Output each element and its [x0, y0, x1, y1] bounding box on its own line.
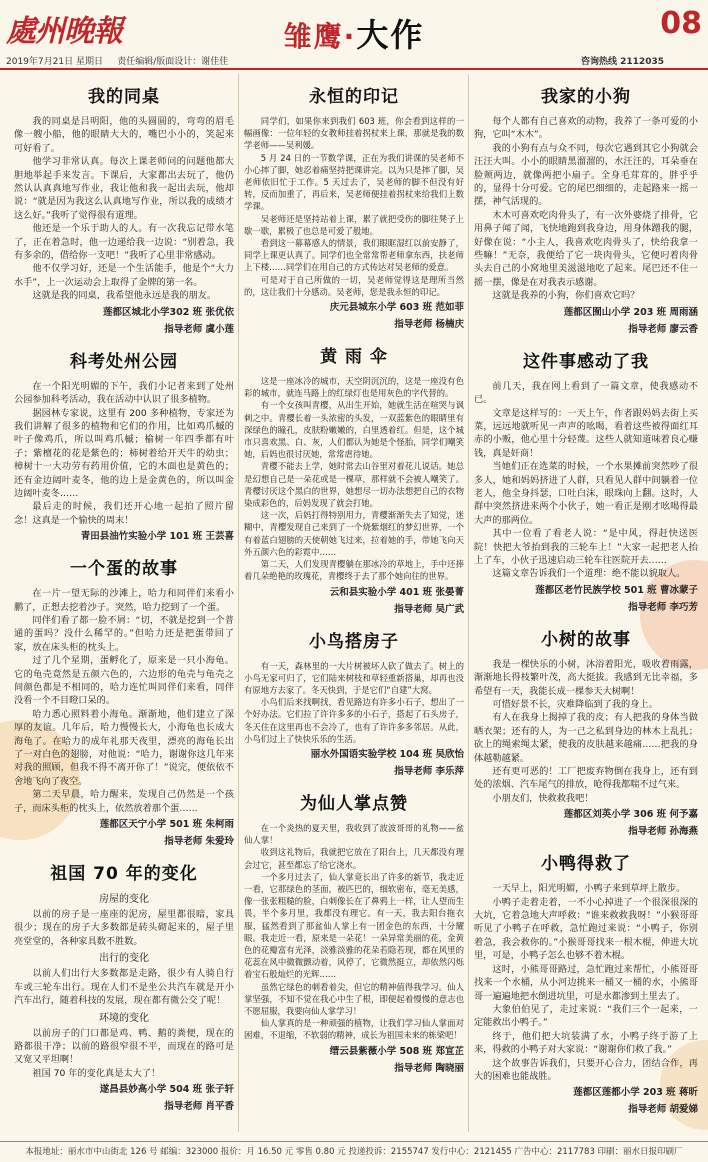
- paragraph: 看到这一幕幕感人的情景，我们眼眶湿红以前安静了，同学上课更认真了。同学们也全常常帮老师拿东西，扶老师上下楼……同学们在用自己的方式传达对吴老师的爱意。: [244, 238, 464, 273]
- paragraph: 这就是我的同桌，我希望他永远是我的朋友。: [32, 290, 217, 302]
- paragraph: 这时，小熊哥哥路过，急忙跑过来帮忙，小熊哥哥找来一个水桶，从小河边挑来一桶又一桶的水，小熊哥哥一遍遍地把水倒进坑里，可是水都渗到土里去了。: [474, 963, 698, 1002]
- editors: 责任编辑/版面设计：谢佳佳: [117, 57, 229, 67]
- article-cactus: [244, 789, 464, 1076]
- paragraph: 以前的房子是一座座的泥房，屋里都很暗，家具很少；现在的房子大多数都是砖头砌起来的，屋子里亮堂堂的，各种家具数不胜数。: [14, 909, 234, 947]
- newspaper-logo: 處州晚報: [6, 14, 122, 49]
- teacher: 指导老师 孙海燕: [628, 826, 698, 838]
- byline: 云和县实验小学 401 班 张晏菁: [329, 586, 464, 598]
- paragraph: 同伴们看了都一脸不屑：“切，不就是挖到一个普通的蛋吗？没什么稀罕的。”但哈力还是把蛋带回了家，放在床头柜的枕头上。: [14, 614, 234, 653]
- byline: 莲都区天宁小学 501 班 朱柯雨: [99, 819, 234, 831]
- article-title: 黄 雨 伞: [320, 347, 388, 368]
- teacher: 指导老师 吴广武: [394, 603, 464, 615]
- paragraph: 过了几个星期，蛋孵化了，原来是一只小海龟。它的龟壳竟然是五颜六色的，六边形的龟壳与龟壳之间颜色都是不相同的，哈力连忙叫同伴们来看，同伴没看一个不目瞪口呆的。: [14, 655, 234, 707]
- paragraph: 我是一棵快乐的小树，沐浴着阳光，吸收着雨露，渐渐地长得枝繁叶茂，高大挺拔。我感到无比幸福，多希望有一天，我能长成一棵参天大树啊！: [474, 658, 698, 697]
- paragraph: 这篇文章告诉我们一个道理：绝不能以貌取人。: [492, 568, 686, 580]
- paragraph: 同学们，如果你来到我们 603 班，你会看到这样的一幅画像：一位年轻的女教师挂着拐杖来上课，那就是我的数学老师——吴利媛。: [244, 116, 464, 151]
- hotline: 咨询热线 2112035: [581, 57, 664, 67]
- teacher: 指导老师 肖平香: [164, 1101, 234, 1113]
- byline: 莲都区老竹民族学校 501 班 曹冰蒙子: [535, 584, 698, 596]
- subheading: 出行的变化: [99, 953, 149, 965]
- paragraph: 他还是一个乐于助人的人。有一次我忘记带水笔了，正在着急时，他一边递给我一边说：“别着急，我有多余的，借给你一支吧！”我听了心里非常感动。: [14, 223, 234, 262]
- paragraph: 小鸟们后来找啊找，看见路边有许多小石子，想出了一个好办法。它们拉了许许多多的小石子，搭起了石头房子，冬天住在这里再也不会冷了，也有了许许多多邻居。从此，小鸟们过上了快快乐乐的生活。: [244, 697, 464, 744]
- article-title: 永恒的印记: [309, 87, 399, 107]
- teacher: 指导老师 朱爱玲: [164, 836, 234, 848]
- paragraph: 哈力悉心照料着小海龟。渐渐地，他们建立了深厚的友谊。几年后，哈力慢慢长大，小海龟也长成大海龟了。在哈力的成年礼那天夜里，漂亮的海龟长出了一对白色的翅膀，对他说：“哈力，谢谢你这几年来对我的照顾，但我不得不离开你了！”说完，便依依不舍地飞向了夜空。: [14, 708, 234, 787]
- paragraph: 他学习非常认真。每次上课老师问的问题他都大胆地举起手来发言。下课后，大家都出去玩了，他仍然认认真真地写作业，我让他和我一起出去玩，他却说：“就是因为我这么认真地写作业，所以我的成绩才这么好。”我听了觉得很有道理。: [14, 156, 234, 221]
- article-title: 小树的故事: [541, 629, 631, 650]
- paragraph: 祖国 70 年的变化真是太大了！: [32, 1067, 161, 1079]
- page-number: 08: [660, 6, 702, 41]
- paragraph: 前几天，我在网上看到了一篇文章，使我感动不已。: [474, 380, 698, 406]
- paragraph: 在一个炎热的夏天里，我收到了波波哥哥的礼物——盆仙人掌！: [244, 822, 464, 846]
- byline: 莲都区城北小学302 班 张优依: [103, 306, 234, 318]
- column-3: [474, 72, 698, 1138]
- paragraph: 5 月 24 日的一节数学课，正在为我们讲课的吴老师不小心摔了脚，她忍着痛坚持把课讲完。以为只是摔了脚，吴老师依旧忙于工作。5 天过去了，吴老师的脚不但没有好转，反而加重了，再后来，吴老师便挂着拐杖来给我们上数学课。: [244, 152, 464, 212]
- paragraph: 其中一位看了看老人说：“是中风，得赶快送医院！快把大爷抬到我的三轮车上！”大家一起把老人抬上了车，小伙子迅速启动三轮车往医院开去……: [474, 528, 698, 566]
- paragraph: 收到这礼物后，我就把它放在了阳台上，几天都没有理会过它，甚至都忘了给它浇水。: [244, 847, 464, 870]
- masthead: [0, 0, 708, 52]
- article-title: 我的同桌: [88, 87, 160, 107]
- byline: 遂昌县妙高小学 504 班 张子轩: [99, 1084, 234, 1096]
- column-1: [14, 72, 234, 1138]
- column-divider: [468, 74, 469, 1132]
- paragraph: 可是对于自己所做的一切，吴老师觉得这是理所当然的，这让我们十分感动。吴老师，您是我永恒的印记。: [244, 274, 464, 297]
- paragraph: 吴老师还是坚持站着上课，累了就把受伤的脚往凳子上歇一歇，累极了也总是可爱了般地。: [244, 213, 464, 236]
- article-title: 小鸭得救了: [541, 854, 631, 875]
- subheading: 环境的变化: [99, 1012, 149, 1024]
- paragraph: 在一个阳光明媚的下午，我们小记者来到了处州公园参加科考活动，我在活动中认识了很多植物。: [14, 380, 234, 406]
- article-park: [14, 347, 234, 544]
- teacher: 指导老师 李乐萍: [394, 765, 464, 777]
- paragraph: 大象伯伯见了，走过来说：“我们三个一起来，一定能救出小鸭子。”: [474, 1003, 698, 1029]
- paragraph: 当她们正在选菜的时候，一个水果摊前突然吵了很多人，她和妈妈挤进了人群，只看见人群中间躺着一位老人，他全身抖瑟，口吐白沫，眼珠向上翻。这时，人群中突然挤进来两个小伙子，她一看正是刚才吆喝得最大声的那两位。: [474, 461, 698, 526]
- paragraph: 终于，他们把大坑装满了水，小鸭子终于游了上来，得救的小鸭子对大家说：“谢谢你们救了我。”: [474, 1030, 698, 1056]
- article-title: 一个蛋的故事: [70, 559, 178, 580]
- byline: 青田县油竹实验小学 101 班 王芸喜: [80, 531, 234, 543]
- paragraph: 这个故事告诉我们，只要开心合力，团结合作，再大的困难也能战胜。: [474, 1057, 698, 1082]
- teacher: 指导老师 虞小莲: [164, 323, 234, 335]
- article-egg: [14, 554, 234, 849]
- paragraph: 仙人掌真的是一种顽强的植物，让我们学习仙人掌面对困难，不退缩，不软弱的精神，成长为祖国未来的栋梁吧！: [244, 1018, 464, 1041]
- paragraph: 这就是我养的小狗，你们喜欢它吗？: [492, 290, 640, 302]
- paragraph: 据园林专家说，这里有 200 多种植物，专家还为我们讲解了很多的植物和它们的作用，比如鸡爪槭的叶子像鸡爪，所以叫鸡爪槭；榆树一年四季都有叶子；紫檀花的花是紫色的；柿树着给开天牛的幼虫；樟树十一大功劳有药用价值，它的木面也是黄色的；还有金边阔叶麦冬，他的边上是金黄色的，所以叫金边阔叶麦冬……: [14, 407, 234, 499]
- paragraph: 虽然它绿色的刺看着尖，但它的精神值得我学习。仙人掌坚强，不知不觉在我心中生了根，即便起着慢慢的意志也不愿屈服，我要向仙人掌学习！: [244, 981, 464, 1016]
- paragraph: 每个人都有自己喜欢的动物，我养了一条可爱的小狗，它叫“木木”。: [474, 116, 698, 141]
- paragraph: 这一次，后妈打得特别用力，青樱渐渐失去了知觉，迷糊中，青樱发现自己来到了一个烧紫烟红的梦幻世界，一个有着蓝白翅膀的天使朝她飞过来，拉着她的手，带她飞向天外五颜六色的彩霓中……: [244, 510, 464, 557]
- paragraph: 这是一座冰冷的城市，天空阴沉沉的，这是一座没有色彩的城市，就连马路上的红绿灯也是用灰色的字代替的。: [244, 376, 464, 399]
- info-bar: [0, 52, 708, 70]
- article-yellow-umbrella: [244, 342, 464, 616]
- info-left: [6, 54, 228, 67]
- article-title: 科考处州公园: [70, 351, 178, 372]
- paragraph: 小鸭子走着走着，一不小心掉进了一个很深很深的大坑，它着急地大声呼救：“谁来救救我呀！”小猴哥哥听见了小鸭子在呼救，急忙跑过来说：“小鸭子，你别着急，我会救你的。”小猴哥哥找来一根木棍，伸进大坑里，可是，小鸭子怎么也够不着木棍。: [474, 896, 698, 962]
- column-2: [244, 72, 464, 1138]
- byline: 丽水外国语实验学校 104 班 吴欣怡: [310, 748, 464, 760]
- teacher: 指导老师 廖云香: [628, 323, 698, 335]
- paragraph: 有人在我身上揭掉了我的皮；有人把我的身体当做晒衣架；还有的人，为一己之私到身边的林木上乱扎；砍上的绳索绳太紧，使我的皮肤越来越痛……把我的身体越勒越紧。: [474, 712, 698, 764]
- article-70-years: [14, 859, 234, 1114]
- paragraph: 他不仅学习好，还是一个生活能手，他是个“大力水手”，上一次运动会上取得了金牌的第一名。: [14, 263, 234, 288]
- byline: 莲都区莲都小学 203 班 蒋昕: [573, 1087, 698, 1099]
- teacher: 指导老师 杨楠庆: [394, 319, 464, 331]
- paragraph: 最后走的时候，我们还开心地一起拍了照片留念！这真是一个愉快的周末！: [14, 501, 234, 526]
- article-my-deskmate: [14, 82, 234, 337]
- article-touched: [474, 347, 698, 615]
- article-little-tree: [474, 625, 698, 839]
- section-sub: 大作: [356, 16, 425, 54]
- paragraph: 一天早上，阳光明媚，小鸭子来到草坪上散步。: [492, 883, 686, 895]
- paragraph: 木木可喜欢吃肉骨头了，有一次外婆烧了排骨，它用鼻子闻了闻，飞快地跑到我身边，用身体蹭我的腿，好像在说：“小主人，我喜欢吃肉骨头了，快给我拿一些嘛！”无奈，我便给了它一块肉骨头，它便叼着肉骨头去自己的小窝地里美滋滋地吃了起来。尾巴还不住一摇一摆，像是在对我表示感谢。: [474, 209, 698, 288]
- teacher: 指导老师 李巧芳: [628, 601, 698, 613]
- issue-date: 2019年7月21日 星期日: [6, 57, 103, 67]
- subheading: 房屋的变化: [99, 894, 149, 906]
- column-divider: [238, 74, 239, 1132]
- article-title: 我家的小狗: [541, 87, 631, 107]
- paragraph: 我的同桌是吕明阳，他的头圆圆的，弯弯的眉毛像一艘小船，他的眼睛大大的，嘴巴小小的，笑起来可好看了。: [14, 116, 234, 154]
- section-main: 雏鹰: [283, 20, 344, 53]
- article-title: 小鸟搭房子: [309, 631, 399, 652]
- article-title: 为仙人掌点赞: [300, 793, 408, 814]
- byline: 缙云县紫薇小学 508 班 郑宣芷: [329, 1045, 464, 1057]
- paragraph: 青樱不能去上学，她时常去山谷里对着花儿说话。她总是幻想自己是一朵花或是一棵草，那样就不会被人嘲笑了。青樱讨厌这个黑白的世界，她想尽一切办法想把自己的衣物染成彩色的，后妈发现了就会打她。: [244, 461, 464, 509]
- paragraph: 有一个女孩叫青樱，从出生开始，她就生活在喧哭与讽刺之中。青樱长着一头浓密的头发，一双蓝紫色的眼睛里有深绿色的瞳孔，皮肤粉嫩嫩的，白里透着红。但是，这个城市只喜欢黑、白、灰，人们都认为她是个怪胎，同学们嘲笑她，后妈也很讨厌她，常常虐待她。: [244, 400, 464, 460]
- byline: 莲都区囿山小学 203 班 周雨涵: [563, 306, 698, 318]
- paragraph: 第二天，人们发现青樱躺在那冰冷的草地上，手中还捧着几朵绝艳的玫瑰花，青樱终于去了那个她向往的世界。: [244, 559, 464, 582]
- paragraph: 还有更可恶的！工厂把废弃物倒在我身上，还有到处的浓烟、汽车尾气的排放，呛得我都喘不过气来。: [474, 766, 698, 791]
- paragraph: 可惜好景不长，灾难降临到了我的身上。: [492, 699, 658, 710]
- article-bird-house: [244, 627, 464, 779]
- byline: 莲都区刘英小学 306 班 何予嘉: [563, 809, 698, 821]
- teacher: 指导老师 陶晓丽: [394, 1062, 464, 1074]
- article-duckling: [474, 849, 698, 1117]
- paragraph: 小朋友们，快救救我吧！: [492, 792, 594, 804]
- paragraph: 我的小狗有点与众不同，每次它遇到其它小狗就会汪汪大叫。小小的眼睛黑溜溜的，水汪汪的，耳朵垂在脸颊两边，就像两把小扇子。全身毛茸茸的，胖乎乎的，显得十分可爱。它的尾巴细细的，走起路来一摇一摆，神气活现的。: [474, 142, 698, 208]
- article-title: 祖国 70 年的变化: [50, 864, 198, 885]
- byline: 庆元县城东小学 603 班 范如菲: [329, 302, 464, 314]
- article-my-dog: [474, 82, 698, 337]
- paragraph: 以前房子的门口都是鸡、鸭、鹅的粪便，现在的路都很干净；以前的路很窄很不平，而现在的路可是又宽又平坦啊！: [14, 1027, 234, 1066]
- paragraph: 一个多月过去了，仙人掌竟长出了许多的新节，我走近一看，它那绿色的茎面，被匹巴的，细软密布，毫无美感，像一张张粗糙的脸，白刺像长在了鼻鸦上一样，让人望而生畏，半个多月里，我都没有理它。有一天，我去阳台拖衣服，猛然看到了那盆仙人掌上有一团金色的东西，十分耀眼。我走近一看，原来是一朵花！一朵异常美丽的花，金黄色的花瓣富有光泽，淡雅淡雅的花朵若隐若现，都在风里的花蕊在风中微微颤动着，风停了，它微然挺立，却依然闪烁着宝石般灿烂的光辉……: [244, 871, 464, 980]
- paragraph: 文章是这样写的：一天上午，作者跟妈妈去街上买菜，远远地就听见一声声的吆喝，看着这些被得面红耳赤的小贩，他心里十分轻蔑。这些人就知道味着良心赚钱，真是奸商！: [474, 407, 698, 459]
- paragraph: 第二天早晨，哈力醒来，发现自己仍然是一个孩子，而床头柜的枕头上，依然放着那个蛋……: [14, 789, 234, 814]
- paragraph: 在一片一望无际的沙滩上，哈力和同伴们来看小鹏了，正想去挖着沙子。突然，哈力挖到了一个蛋。: [14, 588, 234, 613]
- teacher: 指导老师 胡爱娣: [628, 1104, 698, 1116]
- article-title: 这件事感动了我: [523, 351, 649, 372]
- footer: 本报地址：丽水市中山街北 126 号 邮编：323000 报价：月 16.50 元 零售 0.80 元 投递投诉：2155747 发行中心：2121455 广告中心：2117783 印刷：丽水日报印刷厂: [0, 1141, 708, 1162]
- section-dot: ·: [343, 20, 357, 53]
- paragraph: 有一天，森林里的一大片树被坏人砍了做去了。树上的小鸟无家可归了，它们陆来树枝和草轻重新搭巢，却再也没有原地方去家了。冬天快到，于是它们“自建”大窝。: [244, 660, 464, 695]
- paragraph: 以前人们出行大多数都是走路，很少有人骑自行车或三轮车出行。现在人们不是坐公共汽车就是开小汽车出行，随着科技的发展，现在都有微公交了呢！: [14, 968, 234, 1007]
- article-eternal-mark: [244, 82, 464, 332]
- section-title: [0, 10, 708, 56]
